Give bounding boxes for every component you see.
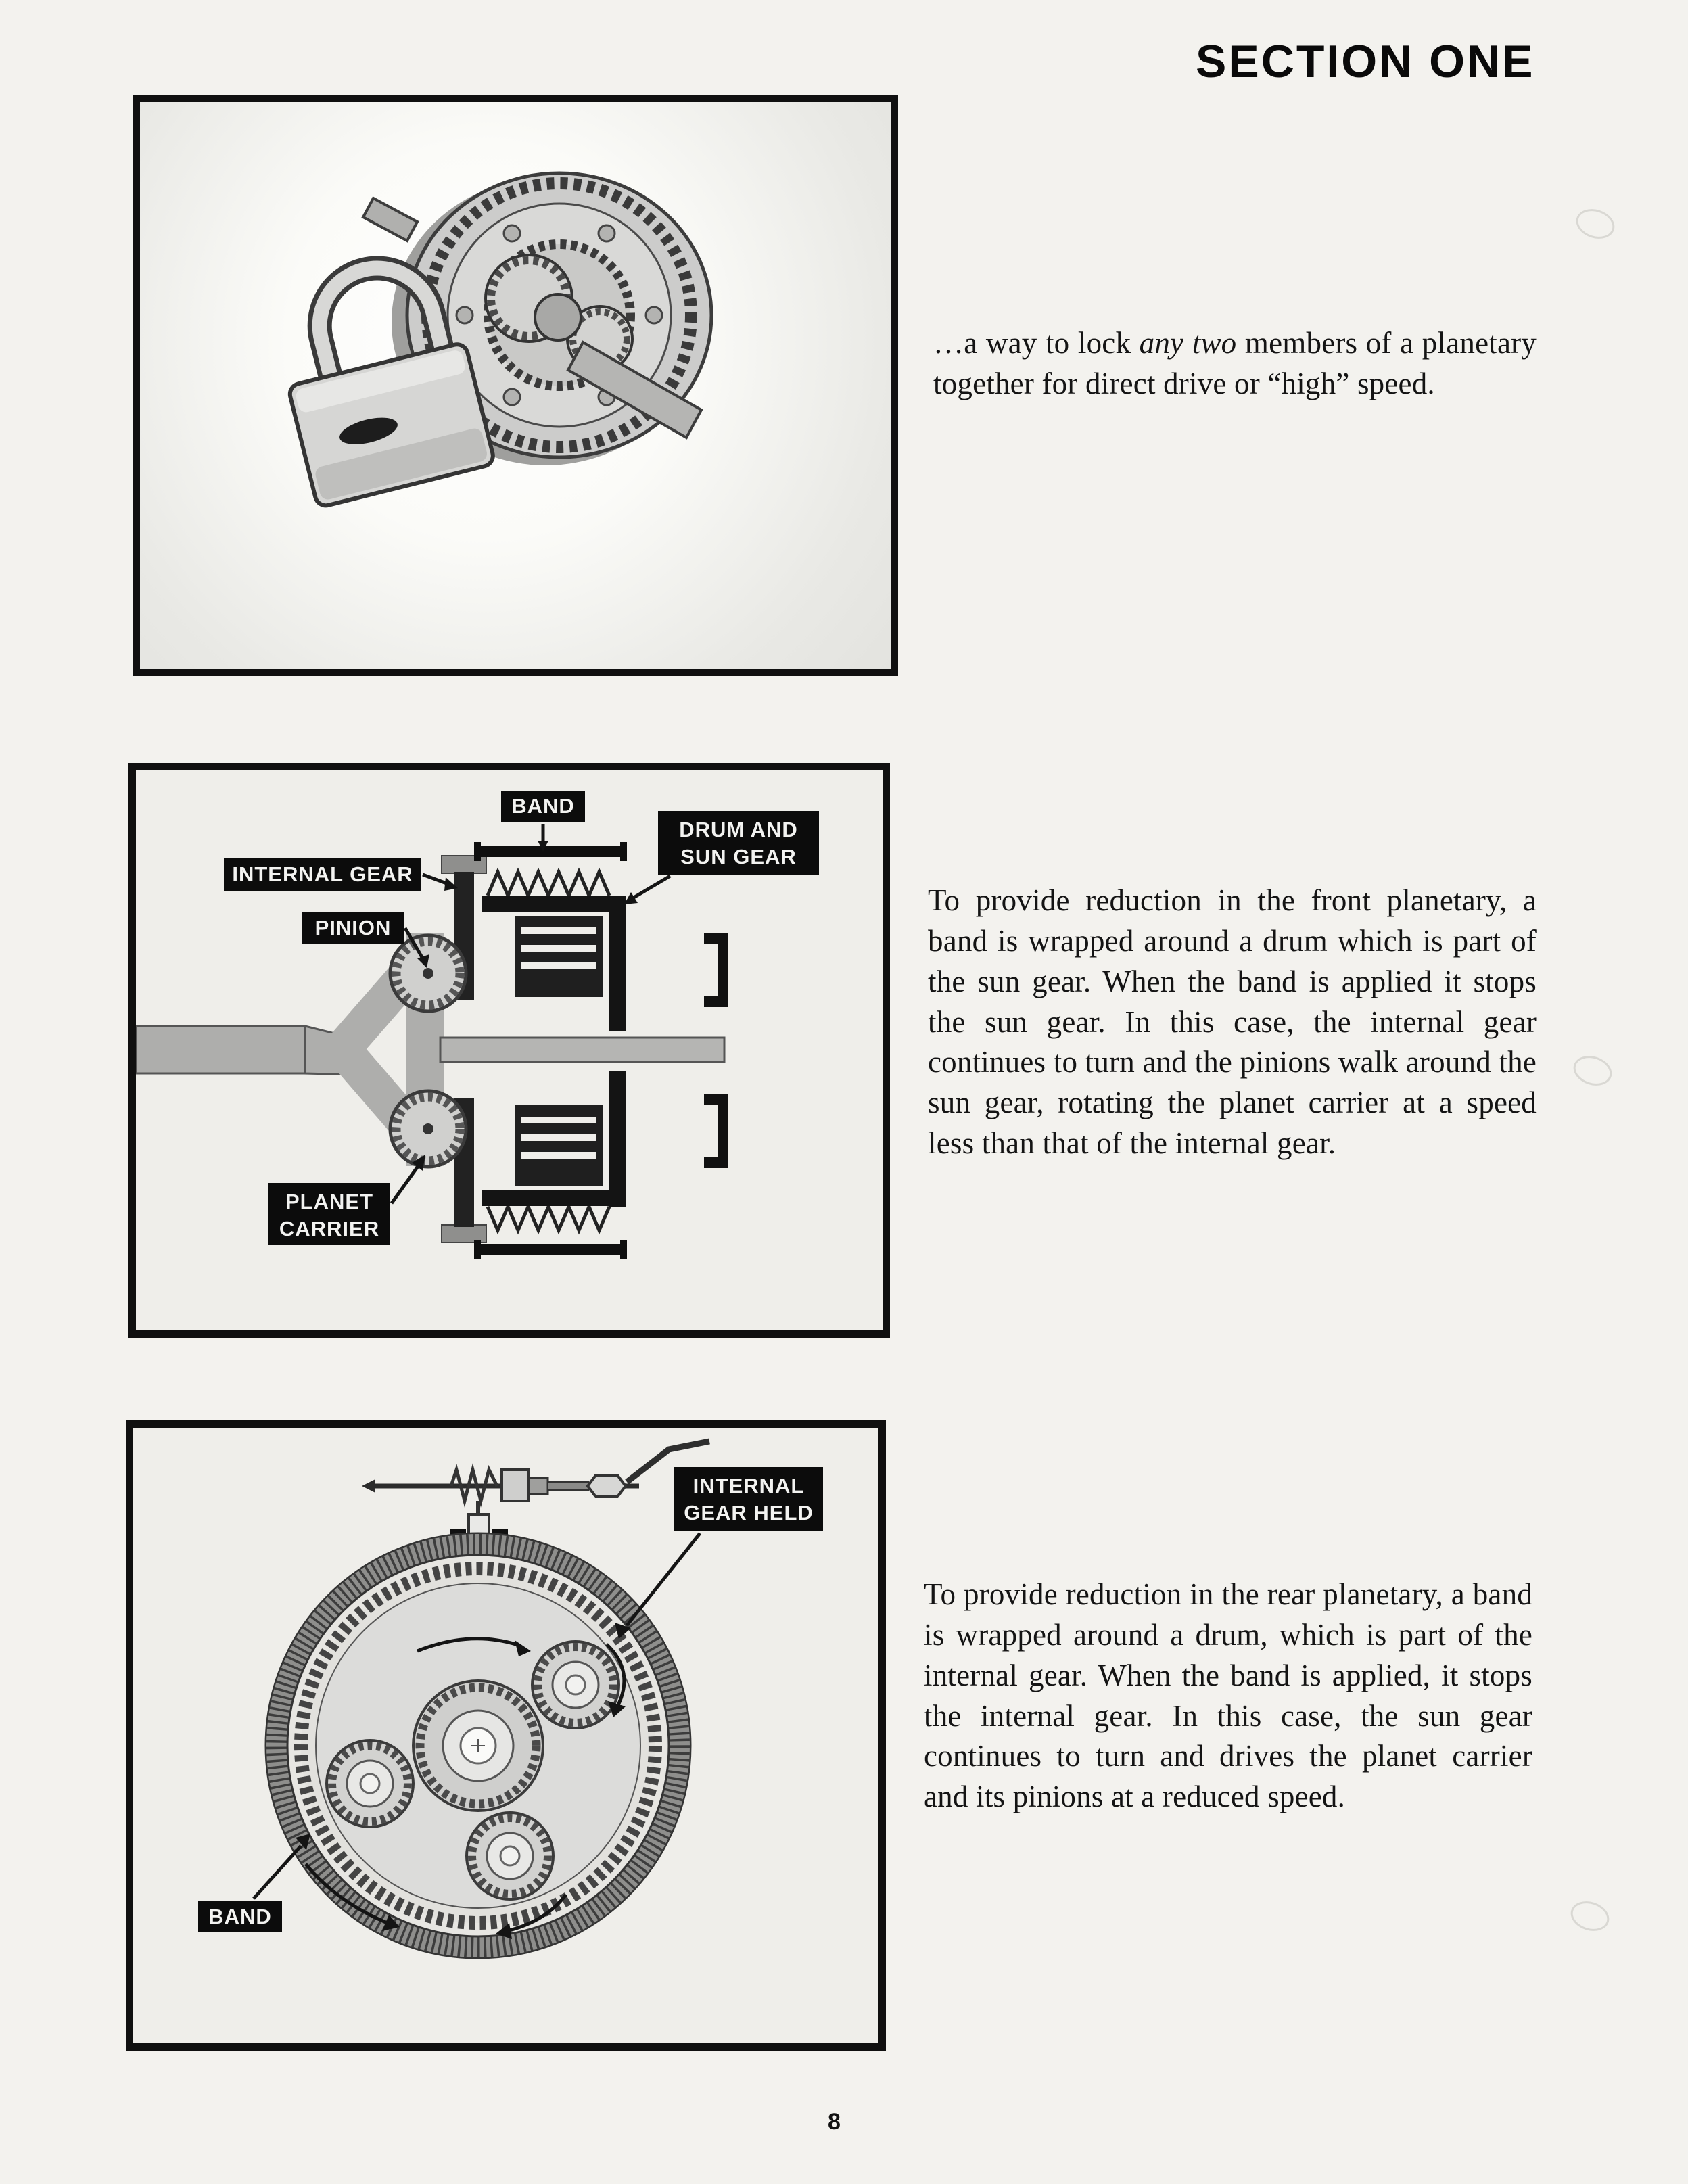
label-band (501, 791, 585, 852)
label-planet-carrier-line1: PLANET (285, 1190, 373, 1213)
scan-artifact-crescent (1567, 1897, 1613, 1936)
rear-planetary-diagram (133, 1428, 878, 2043)
page-number: 8 (828, 2109, 841, 2135)
sun-gear (413, 1681, 543, 1811)
caption-text: members of a planetary together for direct drive or “high” speed. (933, 326, 1537, 400)
band-mechanism (362, 1441, 709, 1547)
label-pinion-text: PINION (314, 916, 392, 939)
section-header: SECTION ONE (1196, 36, 1535, 87)
label-internal-gear-held-line1: INTERNAL (693, 1474, 805, 1497)
scan-artifact-crescent (1572, 204, 1618, 243)
caption-rear-planetary: To provide reduction in the rear planetary, a band is wrapped around a drum, which is part of the internal gear. When the band is applied, it stops the internal gear. In this case, the sun gear continues to turn and drives the planet carrier and its pinions at a reduced speed. (924, 1577, 1532, 1814)
label-internal-gear (224, 858, 458, 891)
caption-lock-two-members (933, 323, 1537, 404)
label-internal-gear-held-line2: GEAR HELD (684, 1501, 814, 1525)
front-planetary-diagram (136, 770, 883, 1330)
label-band-text: BAND (208, 1905, 272, 1928)
front-planetary-diagram-frame (128, 763, 890, 1338)
caption-emphasis: any two (1139, 326, 1237, 360)
planet-gear-left (327, 1740, 413, 1827)
rear-planetary-diagram-frame (126, 1420, 886, 2051)
label-planet-carrier (268, 1155, 425, 1245)
input-shaft-stub (363, 198, 417, 241)
planetary-gearset (266, 1533, 690, 1958)
label-band-text: BAND (511, 794, 575, 818)
padlock-illustration-frame (133, 95, 898, 676)
label-drum-sun-line2: SUN GEAR (680, 845, 797, 868)
label-drum-and-sun-gear (624, 811, 819, 904)
label-drum-sun-line1: DRUM AND (679, 818, 798, 841)
caption-front-planetary: To provide reduction in the front planetary, a band is wrapped around a drum which is part of the sun gear. When the band is applied it stops the sun gear. In this case, the internal gear continues to turn and the pinions walk around the sun gear, rotating the planet carrier at a speed less than that of the internal gear. (928, 883, 1537, 1161)
label-planet-carrier-line2: CARRIER (279, 1217, 380, 1240)
scan-artifact-crescent (1570, 1051, 1616, 1090)
padlock-illustration (140, 102, 891, 669)
label-internal-gear-text: INTERNAL GEAR (232, 862, 413, 886)
caption-text: …a way to lock (933, 326, 1140, 360)
planet-gear-bottom (467, 1813, 553, 1899)
planet-gear-upper-right (532, 1642, 619, 1728)
label-internal-gear-held (615, 1467, 823, 1639)
cross-section-artwork (136, 842, 728, 1259)
